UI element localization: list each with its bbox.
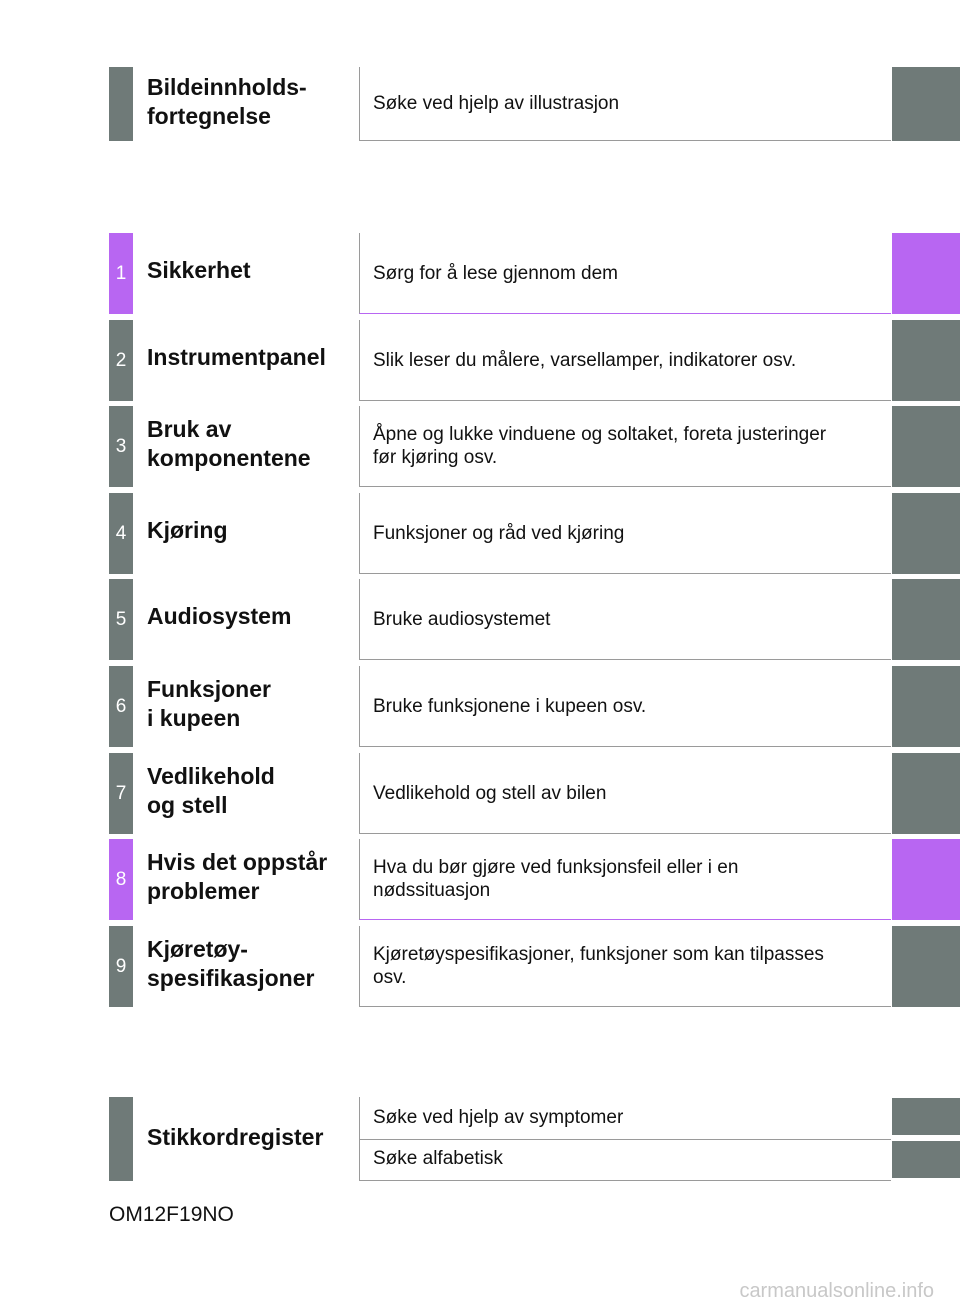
section-desc-line2: nødssituasjon [373,880,491,901]
section-desc [359,926,891,1007]
section-desc-line1: Vedlikehold og stell av bilen [373,782,607,804]
section-number: 8 [109,839,133,920]
intro-title [147,73,352,131]
section-title-line2: spesifikasjoner [147,965,315,991]
section-desc [359,406,891,487]
section-title [147,848,352,906]
section-desc [359,839,891,920]
index-sub-symptoms[interactable]: Søke ved hjelp av symptomer [359,1097,891,1140]
section-title-line1: Vedlikehold [147,763,275,789]
section-title-line1: Kjøretøy- [147,936,248,962]
intro-tab[interactable] [892,67,960,141]
section-tab[interactable] [892,493,960,574]
section-tab[interactable] [892,839,960,920]
section-row-8[interactable] [0,839,960,920]
intro-title-line1: Bildeinnholds- [147,74,307,100]
section-title [147,415,352,473]
section-number: 2 [109,320,133,401]
section-desc-line1: Bruke audiosystemet [373,608,551,630]
section-title [147,602,352,631]
section-number: 6 [109,666,133,747]
section-title [147,256,352,285]
section-title-line1: Funksjoner [147,676,271,702]
section-number: 3 [109,406,133,487]
section-tab[interactable] [892,406,960,487]
section-title-line2: og stell [147,792,228,818]
section-desc-line2: før kjøring osv. [373,447,498,468]
manual-code: OM12F19NO [109,1203,234,1226]
section-title-line2: problemer [147,878,260,904]
section-row-4[interactable] [0,493,960,574]
section-title-line2: i kupeen [147,705,241,731]
intro-title-line2: fortegnelse [147,103,271,129]
section-row-9[interactable] [0,926,960,1007]
section-desc [359,493,891,574]
section-desc-line1: Åpne og lukke vinduene og soltaket, foreta justeringer [373,424,827,445]
section-desc-line1: Sørg for å lese gjennom dem [373,262,619,284]
section-title-line1: Audiosystem [147,603,292,629]
section-desc-line1: Hva du bør gjøre ved funksjonsfeil eller i en [373,857,739,878]
section-title-line1: Kjøring [147,517,228,543]
section-title-line1: Bruk av [147,416,232,442]
section-desc [359,666,891,747]
section-desc-line1: Slik leser du målere, varsellamper, indikatorer osv. [373,349,797,371]
section-title-line1: Instrumentpanel [147,344,326,370]
index-tab-symptoms[interactable] [892,1098,960,1135]
section-tab[interactable] [892,666,960,747]
section-tab[interactable] [892,320,960,401]
section-desc [359,753,891,834]
section-row-1[interactable] [0,233,960,314]
section-title-line2: komponentene [147,445,311,471]
section-tab[interactable] [892,579,960,660]
index-sub-alphabetical[interactable]: Søke alfabetisk [359,1138,891,1181]
section-number: 9 [109,926,133,1007]
section-title [147,516,352,545]
section-number: 7 [109,753,133,834]
section-row-6[interactable] [0,666,960,747]
section-tab[interactable] [892,233,960,314]
section-title [147,343,352,372]
section-number: 5 [109,579,133,660]
section-title [147,675,352,733]
section-title [147,762,352,820]
index-side-bar [109,1097,133,1181]
section-row-7[interactable] [0,753,960,834]
intro-desc: Søke ved hjelp av illustrasjon [359,67,891,141]
section-title-line1: Hvis det oppstår [147,849,328,875]
section-desc-line1: Funksjoner og råd ved kjøring [373,522,625,544]
watermark: carmanualsonline.info [739,1280,934,1302]
section-title-line1: Sikkerhet [147,257,251,283]
intro-row[interactable] [0,67,960,141]
section-desc-line2: osv. [373,967,407,988]
section-title [147,935,352,993]
section-tab[interactable] [892,753,960,834]
section-row-3[interactable] [0,406,960,487]
index-title: Stikkordregister [147,1124,324,1150]
intro-side-bar [109,67,133,141]
section-desc-line1: Bruke funksjonene i kupeen osv. [373,695,647,717]
section-desc [359,233,891,314]
section-number: 4 [109,493,133,574]
section-tab[interactable] [892,926,960,1007]
section-row-2[interactable] [0,320,960,401]
index-row[interactable] [0,1097,960,1181]
section-desc-line1: Kjøretøyspesifikasjoner, funksjoner som kan tilpasses [373,944,824,965]
section-desc [359,579,891,660]
section-desc [359,320,891,401]
section-row-5[interactable] [0,579,960,660]
index-tab-alphabetical[interactable] [892,1141,960,1178]
section-number: 1 [109,233,133,314]
